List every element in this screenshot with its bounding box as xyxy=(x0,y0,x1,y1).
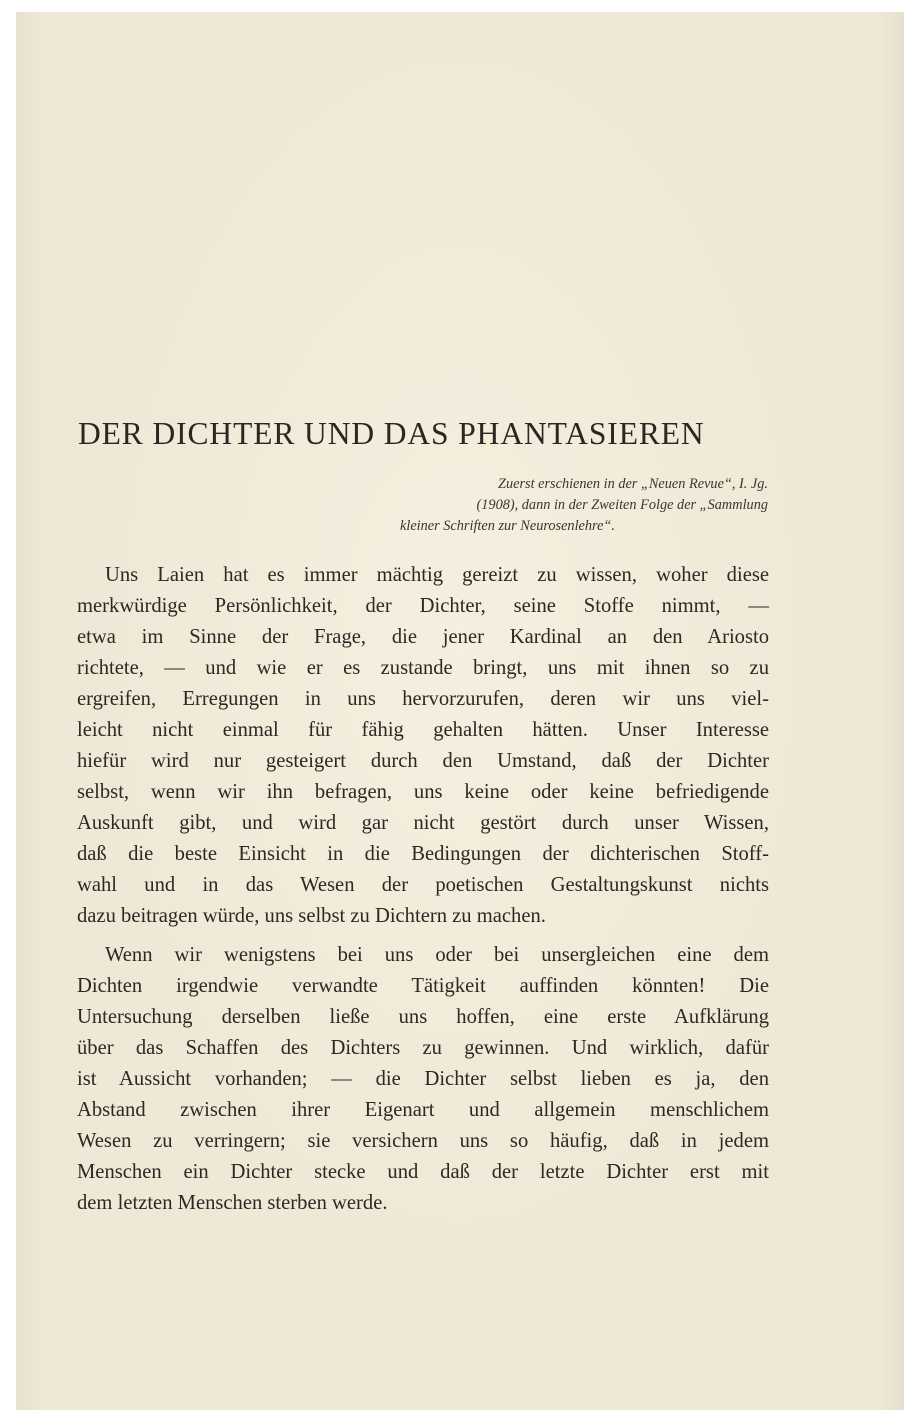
publication-note xyxy=(390,474,768,537)
text-line: dem letzten Menschen sterben werde. xyxy=(77,1192,388,1214)
body-text xyxy=(77,560,769,1227)
text-line: Dichten irgendwie verwandte Tätigkeit auffinden könnten! Die xyxy=(77,975,769,997)
text-line: dazu beitragen würde, uns selbst zu Dichtern zu machen. xyxy=(77,905,546,927)
text-line: selbst, wenn wir ihn befragen, uns keine oder keine befriedigende xyxy=(77,781,769,803)
text-line: Untersuchung derselben ließe uns hoffen, eine erste Aufklärung xyxy=(77,1006,769,1028)
paragraph xyxy=(77,560,769,932)
text-line: daß die beste Einsicht in die Bedingungen der dichterischen Stoff- xyxy=(77,843,769,865)
text-line: leicht nicht einmal für fähig gehalten hätten. Unser Interesse xyxy=(77,719,769,741)
book-page xyxy=(16,12,904,1410)
text-line: Auskunft gibt, und wird gar nicht gestört durch unser Wissen, xyxy=(77,812,769,834)
chapter-title: DER DICHTER UND DAS PHANTASIEREN xyxy=(78,416,705,451)
text-line: ist Aussicht vorhanden; — die Dichter selbst lieben es ja, den xyxy=(77,1068,769,1090)
text-line: Menschen ein Dichter stecke und daß der letzte Dichter erst mit xyxy=(77,1161,769,1183)
text-line: Wenn wir wenigstens bei uns oder bei unsergleichen eine dem xyxy=(105,944,769,966)
paragraph xyxy=(77,940,769,1219)
publication-note-line: (1908), dann in der Zweiten Folge der „Sammlung xyxy=(476,497,768,513)
text-line: richtete, — und wie er es zustande bringt, uns mit ihnen so zu xyxy=(77,657,769,679)
text-line: merkwürdige Persönlichkeit, der Dichter, seine Stoffe nimmt, — xyxy=(77,595,769,617)
publication-note-line: kleiner Schriften zur Neurosenlehre“. xyxy=(400,518,615,534)
text-line: wahl und in das Wesen der poetischen Gestaltungskunst nichts xyxy=(77,874,769,896)
text-line: ergreifen, Erregungen in uns hervorzurufen, deren wir uns viel- xyxy=(77,688,769,710)
text-line: Wesen zu verringern; sie versichern uns so häufig, daß in jedem xyxy=(77,1130,769,1152)
text-line: hiefür wird nur gesteigert durch den Umstand, daß der Dichter xyxy=(77,750,769,772)
text-line: Abstand zwischen ihrer Eigenart und allgemein menschlichem xyxy=(77,1099,769,1121)
text-line: etwa im Sinne der Frage, die jener Kardinal an den Ariosto xyxy=(77,626,769,648)
text-line: über das Schaffen des Dichters zu gewinnen. Und wirklich, dafür xyxy=(77,1037,769,1059)
publication-note-line: Zuerst erschienen in der „Neuen Revue“, I. Jg. xyxy=(498,476,768,492)
text-line: Uns Laien hat es immer mächtig gereizt zu wissen, woher diese xyxy=(105,564,769,586)
